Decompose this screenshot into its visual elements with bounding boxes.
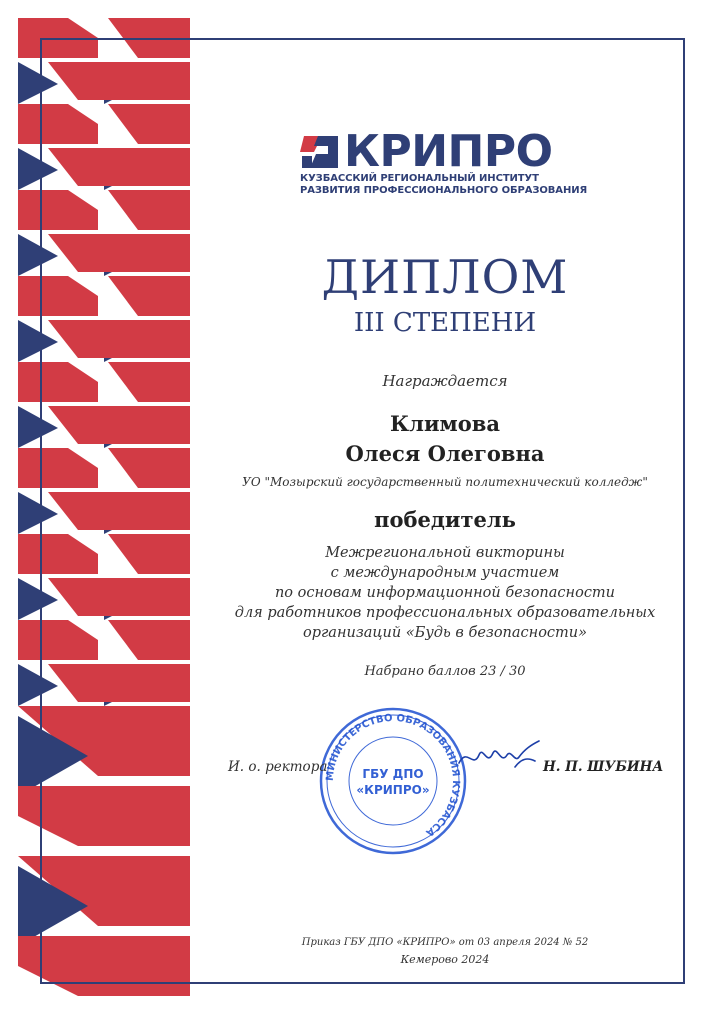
competition-description [190,543,700,643]
awarded-label: Награждается [382,372,508,390]
logo-subtitle-line1: КУЗБАССКИЙ РЕГИОНАЛЬНЫЙ ИНСТИТУТ [300,173,539,184]
award-status: победитель [374,507,516,532]
signatory-name: Н. П. ШУБИНА [543,759,664,775]
stamp-ring-text: МИНИСТЕРСТВО ОБРАЗОВАНИЯ КУЗБАССА [324,712,462,839]
logo-emblem-icon [300,134,340,170]
recipient-name: Олеся Олеговна [345,441,545,466]
description-line: Межрегиональной викторины [325,545,565,561]
order-reference: Приказ ГБУ ДПО «КРИПРО» от 03 апреля 2024 № 52 [301,937,589,948]
recipient-surname: Климова [390,411,500,436]
logo-subtitle-line2: РАЗВИТИЯ ПРОФЕССИОНАЛЬНОГО ОБРАЗОВАНИЯ [300,185,588,196]
recipient-organization: УО "Мозырский государственный политехнический колледж" [242,475,648,489]
stamp-center-line2: «КРИПРО» [356,783,430,797]
diploma-degree: III СТЕПЕНИ [353,308,537,338]
signatory-position: И. о. ректора [228,759,328,775]
handwritten-signature [455,733,555,783]
score-text: Набрано баллов 23 / 30 [364,664,526,679]
description-line: для работников профессиональных образовательных [234,605,656,621]
stamp-center-line1: ГБУ ДПО [362,767,424,781]
description-line: с международным участием [330,565,560,581]
kripro-logo [300,126,588,198]
description-line: организаций «Будь в безопасности» [302,625,588,641]
logo-name: КРИПРО [344,126,553,177]
diploma-title: ДИПЛОМ [321,250,569,304]
city-year: Кемерово 2024 [400,953,490,966]
official-stamp [318,706,468,856]
description-line: по основам информационной безопасности [274,585,616,601]
